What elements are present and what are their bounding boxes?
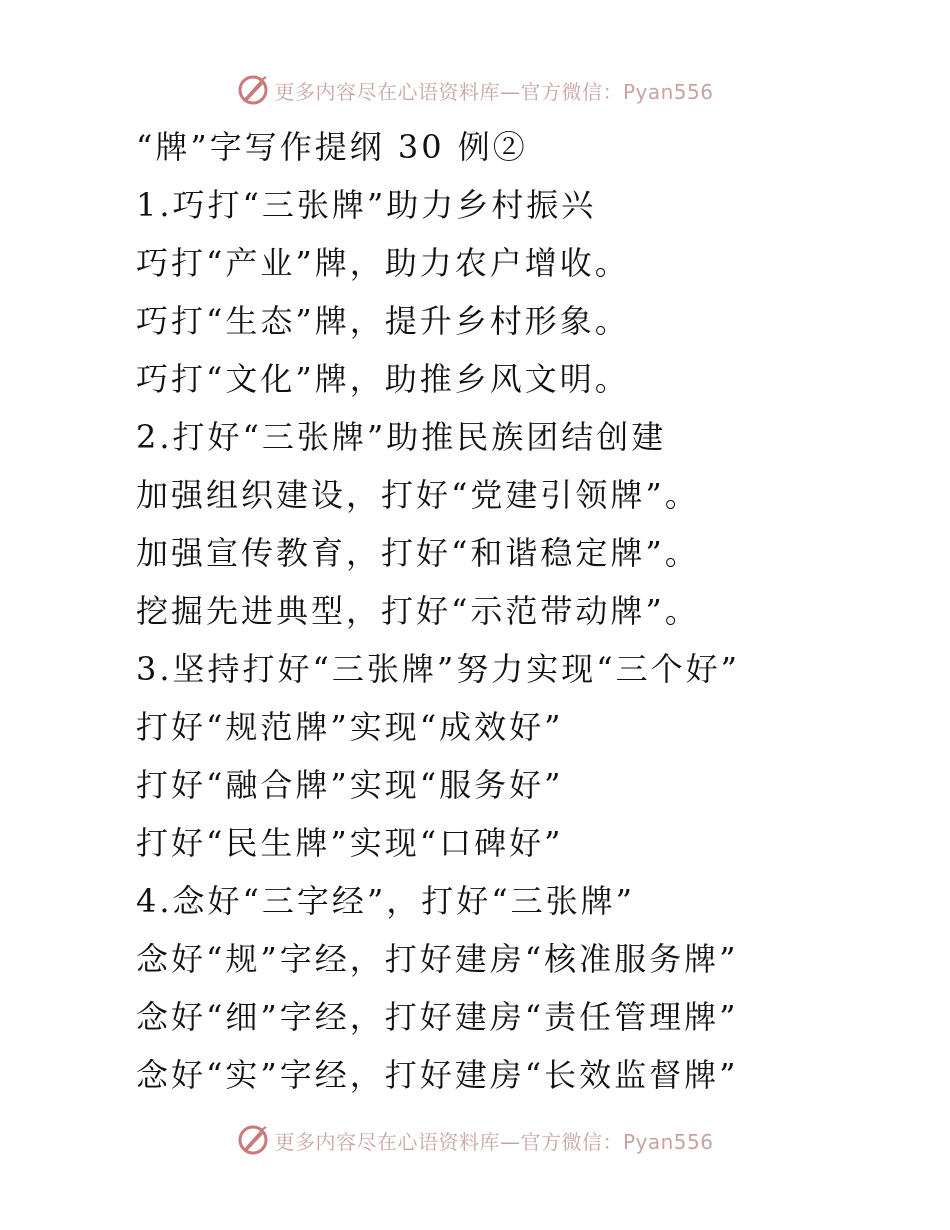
document-line: 巧打“产业”牌，助力农户增收。 xyxy=(136,244,630,282)
document-line: 4.念好“三字经”，打好“三张牌” xyxy=(136,882,635,920)
watermark-banner-top xyxy=(0,70,950,110)
watermark-text: 更多内容尽在心语资料库—官方微信：Pyan556 xyxy=(274,1129,714,1154)
document-line: 2.打好“三张牌”助推民族团结创建 xyxy=(136,418,667,456)
document-line: 3.坚持打好“三张牌”努力实现“三个好” xyxy=(136,650,740,688)
document-line: 打好“民生牌”实现“口碑好” xyxy=(136,824,564,862)
document-line: 挖掘先进典型，打好“示范带动牌”。 xyxy=(136,592,700,630)
document-line: 念好“规”字经，打好建房“核准服务牌” xyxy=(136,940,739,978)
document-line: 打好“规范牌”实现“成效好” xyxy=(136,708,564,746)
document-body xyxy=(136,118,926,1104)
document-line: 念好“细”字经，打好建房“责任管理牌” xyxy=(136,998,739,1036)
document-line: 加强组织建设，打好“党建引领牌”。 xyxy=(136,476,700,514)
watermark-text: 更多内容尽在心语资料库—官方微信：Pyan556 xyxy=(274,79,714,104)
document-line: 巧打“生态”牌，提升乡村形象。 xyxy=(136,302,630,340)
document-line: 念好“实”字经，打好建房“长效监督牌” xyxy=(136,1056,739,1094)
quill-seal-icon xyxy=(236,1123,270,1157)
document-title: “牌”字写作提纲 30 例② xyxy=(136,128,528,166)
document-line: 1.巧打“三张牌”助力乡村振兴 xyxy=(136,186,597,224)
document-line: 打好“融合牌”实现“服务好” xyxy=(136,766,564,804)
document-line: 加强宣传教育，打好“和谐稳定牌”。 xyxy=(136,534,700,572)
watermark-banner-bottom xyxy=(0,1120,950,1160)
document-line: 巧打“文化”牌，助推乡风文明。 xyxy=(136,360,630,398)
quill-seal-icon xyxy=(236,73,270,107)
